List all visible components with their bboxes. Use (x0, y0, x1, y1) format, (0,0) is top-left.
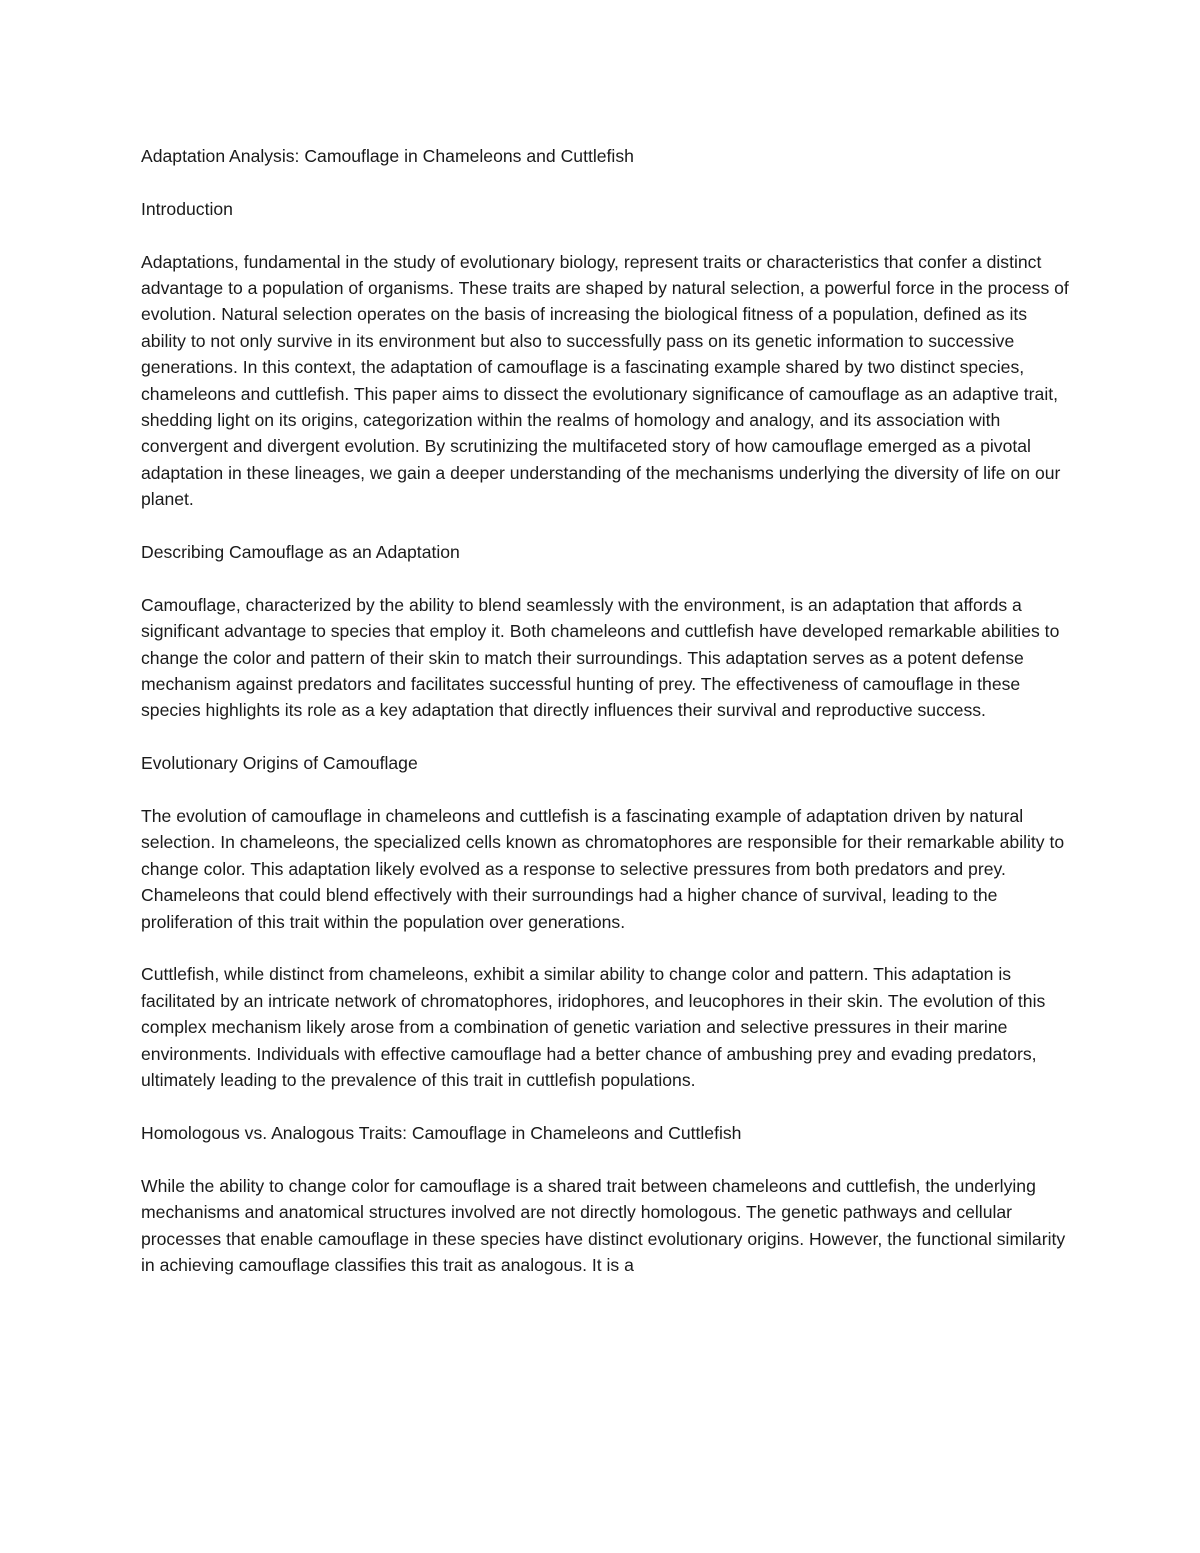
paragraph-origins-chameleons: The evolution of camouflage in chameleons and cuttlefish is a fascinating example of adaptation driven by natural selection. In chameleons, the specialized cells known as chromatophores are responsible for their remarkable ability to change color. This adaptation likely evolved as a response to selective pressures from both predators and prey. Chameleons that could blend effectively with their surroundings had a higher chance of survival, leading to the proliferation of this trait within the population over generations. (141, 806, 1065, 932)
section-heading-homologous-vs-analogous: Homologous vs. Analogous Traits: Camouflage in Chameleons and Cuttlefish (141, 1122, 742, 1143)
section-heading-introduction: Introduction (141, 198, 233, 219)
paragraph-origins-cuttlefish: Cuttlefish, while distinct from chameleons, exhibit a similar ability to change color and pattern. This adaptation is facilitated by an intricate network of chromatophores, iridophores, and leucophores in their skin. The evolution of this complex mechanism likely arose from a combination of genetic variation and selective pressures in their marine environments. Individuals with effective camouflage had a better chance of ambushing prey and evading predators, ultimately leading to the prevalence of this trait in cuttlefish populations. (141, 964, 1046, 1091)
document-title: Adaptation Analysis: Camouflage in Chameleons and Cuttlefish (141, 146, 634, 166)
paragraph-homologous-vs-analogous: While the ability to change color for camouflage is a shared trait between chameleons and cuttlefish, the underlying mechanisms and anatomical structures involved are not directly homologous. The genetic pathways and cellular processes that enable camouflage in these species have distinct evolutionary origins. However, the functional similarity in achieving camouflage classifies this trait as analogous. It is a (141, 1175, 1066, 1275)
document-body (141, 143, 1071, 1305)
paragraph-introduction: Adaptations, fundamental in the study of evolutionary biology, represent traits or characteristics that confer a distinct advantage to a population of organisms. These traits are shaped by natural selection, a powerful force in the process of evolution. Natural selection operates on the basis of increasing the biological fitness of a population, defined as its ability to not only survive in its environment but also to successfully pass on its genetic information to successive generations. In this context, the adaptation of camouflage is a fascinating example shared by two distinct species, chameleons and cuttlefish. This paper aims to dissect the evolutionary significance of camouflage as an adaptive trait, shedding light on its origins, categorization within the realms of homology and analogy, and its association with convergent and divergent evolution. By scrutinizing the multifaceted story of how camouflage emerged as a pivotal adaptation in these lineages, we gain a deeper understanding of the mechanisms underlying the diversity of life on our planet. (141, 251, 1069, 510)
section-heading-evolutionary-origins: Evolutionary Origins of Camouflage (141, 753, 418, 774)
paragraph-describing-camouflage: Camouflage, characterized by the ability to blend seamlessly with the environment, is an adaptation that affords a significant advantage to species that employ it. Both chameleons and cuttlefish have developed remarkable abilities to change the color and pattern of their skin to match their surroundings. This adaptation serves as a potent defense mechanism against predators and facilitates successful hunting of prey. The effectiveness of camouflage in these species highlights its role as a key adaptation that directly influences their survival and reproductive success. (141, 594, 1060, 721)
section-heading-describing-camouflage: Describing Camouflage as an Adaptation (141, 542, 460, 563)
